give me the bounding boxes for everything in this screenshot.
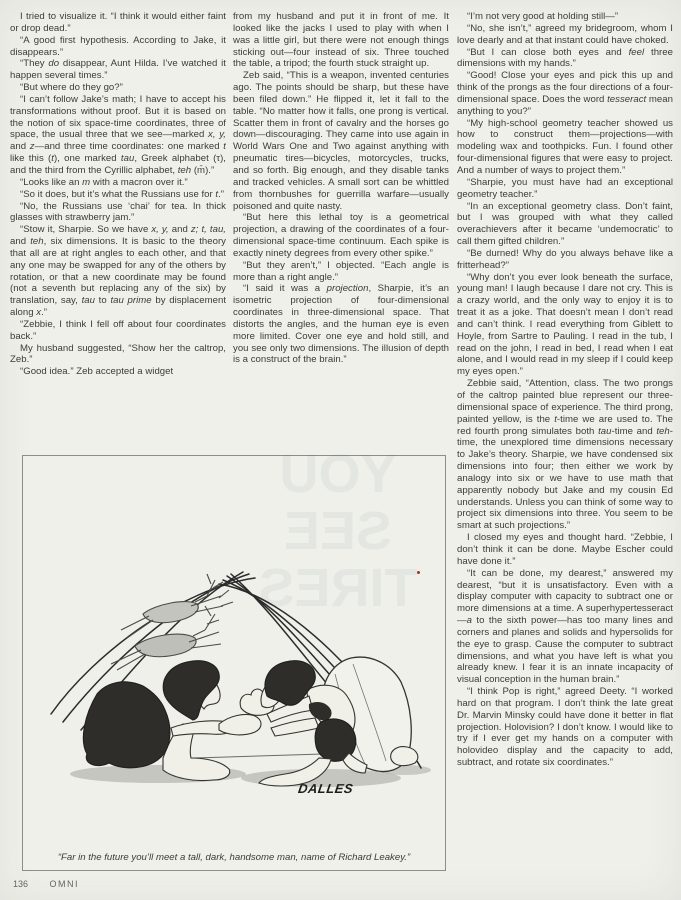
paragraph: “No, she isn’t,” agreed my bridegroom, whom I love dearly and at that instant could have choked. (457, 22, 673, 46)
paragraph: “Zebbie, I think I fell off about four coordinates back.” (10, 318, 226, 342)
paragraph: “So it does, but it’s what the Russians use for t.” (20, 188, 225, 200)
paragraph: “But where do they go?” (20, 82, 123, 94)
paragraph: “I said it was a projection, Sharpie, it’s an isometric projection of four-dimensional coordinates in three-dimensional space. That distorts the angles, and the human eye is even more limited. Cover one eye and hold still, and you see only two dimensions. The illusion of depth is a construct of the brain.” (233, 283, 449, 366)
paragraph: “No, the Russians use ‘chai’ for tea. In thick glasses with strawberry jam.” (10, 200, 226, 224)
paragraph: I tried to visualize it. “I think it would either faint or drop dead.” (10, 11, 226, 34)
paragraph: “In an exceptional geometry class. Don’t faint, but I was grouped with what they called overachievers after it became ‘undemocratic’ to call them gifted children.” (457, 200, 673, 248)
paragraph: “They do disappear, Aunt Hilda. I’ve watched it happen several times.” (10, 58, 226, 82)
page-number: 136 (13, 879, 29, 889)
paragraph: “It can be done, my dearest,” answered my dearest, “but it is unsatisfactory. Even with a display computer with capacity to subtract one or more dimensions at a time. A superhypertesseract—a to the sixth power—has too many lines and corners and planes and solids and hypersolids for the eye to grasp. Cause the computer to subtract dimensions, and what you have left is what you already knew. I fear it is an innate incapacity of visual conception in the human brain.” (457, 567, 673, 686)
paragraph: “I’m not very good at holding still—” (467, 11, 619, 22)
left-caveman (83, 661, 233, 781)
bleedthrough-line: TIRES (258, 558, 418, 618)
paragraph: “A good first hypothesis. According to Jake, it disappears.” (10, 34, 226, 58)
paragraph: “Why don’t you ever look beneath the surface, young man! I laugh because I dare not cry. This is a crazy world, and the only way to enjoy it is to treat it as a joke. That doesn’t mean I don’t read and can’t think. I read everything from Giblett to Hoyle, from Sartre to Pauling. I read in the tub, I read on the john, I read in bed, I read when I eat alone, and I would read in my sleep if I could keep my eyes open.” (457, 271, 673, 378)
bleedthrough-line: YOU (279, 444, 397, 504)
paragraph: “Sharpie, you must have had an exceptional geometry teacher.” (457, 176, 673, 200)
right-caveman-arm-lower (271, 718, 319, 736)
paragraph: from my husband and put it in front of me. It looked like the jacks I used to play with when I was a little girl, but there were not enough things sticking out—four instead of six. Three touched the table, a tripod; the fourth stuck straight up. (233, 11, 449, 70)
magazine-name: OMNI (49, 879, 80, 889)
paragraph: “Be durned! Why do you always behave like a fritterhead?” (457, 247, 673, 271)
paragraph: Zeb said, “This is a weapon, invented centuries ago. The points should be sharp, but these have been filed down.” He flipped it, let it fall to the table. “No matter how it falls, one prong is vertical. Scatter them in front of cavalry and the horses go down—discouraging. They came into use again in World Wars One and Two against anything with pneumatic tires—bicycles, motorcycles, trucks, and so forth. Big enough, and they disable tanks and tracked vehicles. A small sort can be whittled from thornbushes for guerrilla warfare—usually poisoned and quite nasty. (233, 70, 449, 212)
paragraph: “Good idea.” Zeb accepted a widget (20, 366, 174, 378)
print-speck (417, 571, 420, 574)
paragraph: “But they aren’t,” I objected. “Each angle is more than a right angle.” (233, 259, 449, 283)
text-column-1 (10, 11, 226, 451)
cartoon-illustration (23, 456, 445, 870)
page-footer (13, 879, 79, 889)
paragraph: My husband suggested, “Show her the caltrop, Zeb.” (10, 342, 226, 366)
paragraph: “But here this lethal toy is a geometrical projection, a drawing of the coordinates of a four-dimensional space-time continuum. Each spike is exactly ninety degrees from every other spike.” (233, 212, 449, 259)
paragraph: I closed my eyes and thought hard. “Zebbie, I don’t think it can be done. Maybe Escher could have done it.” (457, 532, 673, 567)
paragraph: “Looks like an m with a macron over it.” (20, 176, 188, 188)
paragraph: “My high-school geometry teacher showed us how to construct them—projections—with modeling wax and toothpicks. Fun. I found other four-dimensional figures that were easy to project. And a number of ways to project them.” (457, 117, 673, 176)
text-column-2 (233, 11, 449, 451)
text-column-3 (457, 11, 673, 871)
paragraph: Zebbie said, “Attention, class. The two prongs of the caltrop painted blue represent our three-dimensional space of experience. The third prong, painted yellow, is the t-time we are used to. The red fourth prong simulates both tau-time and teh-time, the unexplored time dimensions necessary to Jake’s theory. Sharpie, we have condensed six dimensions into four; then either we work by analogy into six or we have to use math that apparently nobody but Jake and my cousin Ed understands. Unless you can think of some way to project six dimensions into three. You seem to be smart at such projections.” (457, 378, 673, 532)
bleedthrough-line: SEE (283, 501, 393, 561)
paragraph: “Good! Close your eyes and pick this up and think of the prongs as the four directions of a four-dimensional space. Does the word tesseract mean anything to you?” (457, 70, 673, 117)
paragraph: “Stow it, Sharpie. So we have x, y, and z; t, tau, and teh, six dimensions. It is basic to the theory that all are at right angles to each other, and that any one may be swapped for any of the others by rotation, or that a new coordinate may be found (not a seventh but replacing any of the six) by translation, say, tau to tau prime by displacement along x.” (10, 224, 226, 319)
paragraph: “But I can close both eyes and feel three dimensions with my hands.” (457, 46, 673, 70)
paragraph: “I can’t follow Jake’s math; I have to accept his transformations without proof. But it is based on the notion of six space-time coordinates, three of space, the usual three that we see—marked x, y, and z—and three time coordinates: one marked t like this (t), one marked tau, Greek alphabet (τ), and the third from the Cyrillic alphabet, teh (m̄).” (10, 93, 226, 176)
artist-signature: DALLES (297, 781, 355, 796)
cartoon-panel (22, 444, 446, 871)
left-caveman-fur (83, 682, 170, 768)
cartoon-caption: “Far in the future you’ll meet a tall, dark, handsome man, name of Richard Leakey.” (57, 852, 411, 863)
paragraph: “I think Pop is right,” agreed Deety. “I worked hard on that program. I don’t think the late great Dr. Marvin Minsky could have done it better in flat projection. Holovision? I don’t know. I would like to try if I ever get my hands on a computer with holovideo display and the capacity to add, subtract, and rotate six coordinates.” (457, 686, 673, 769)
left-caveman-hair (163, 661, 219, 720)
